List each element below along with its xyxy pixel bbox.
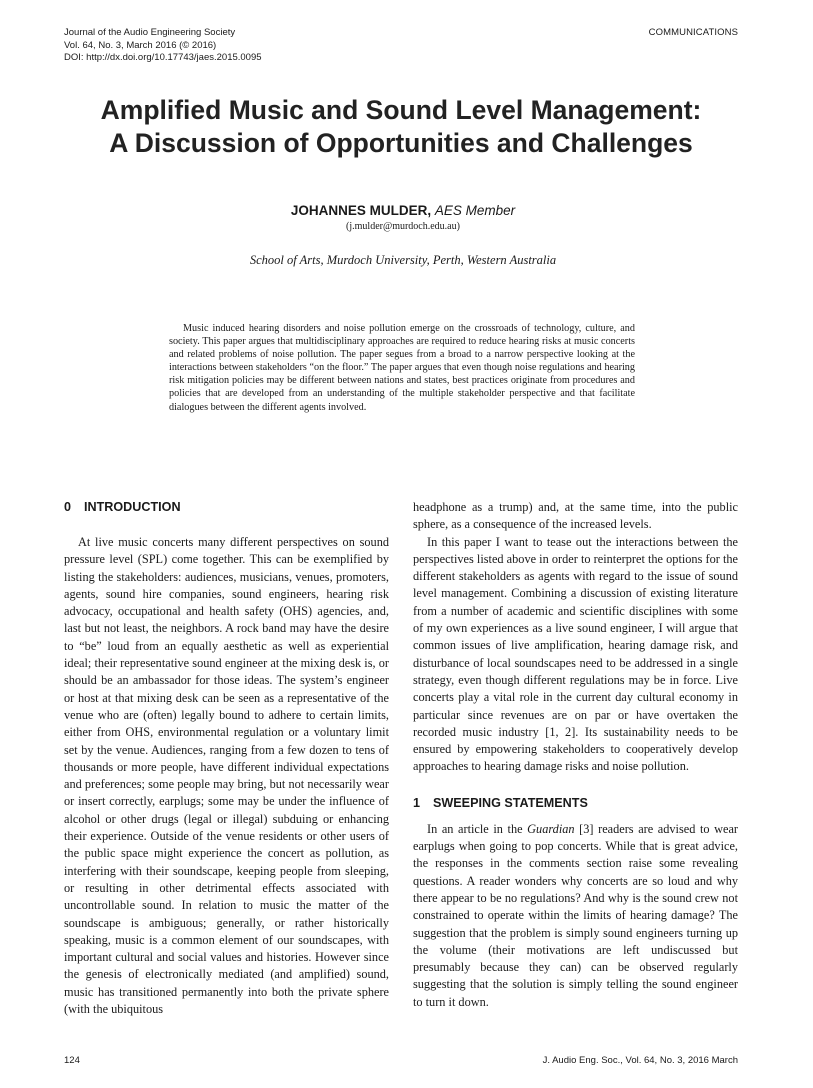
section-label: COMMUNICATIONS [648, 27, 738, 38]
abstract: Music induced hearing disorders and noise pollution emerge on the crossroads of technology, culture, and society. This paper argues that multidisciplinary approaches are required to reduce hearing risks at music concerts and related problems of noise pollution. The paper segues from a broad to a narrow perspective looking at the interactions between stakeholders “on the floor.” The paper argues that even though noise regulations and hearing risk mitigation policies may be different between nations and states, best practices originate from procedures and policies that are developed from an understanding of the multiple stakeholder perspective and that facilitate dialogues between the different agents involved. [169, 323, 635, 413]
page-number: 124 [64, 1055, 80, 1066]
right-column [413, 499, 738, 1011]
running-header [64, 27, 262, 65]
author-name: JOHANNES MULDER, [290, 203, 432, 218]
author-affiliation: School of Arts, Murdoch University, Perth, Western Australia [249, 253, 557, 267]
sweeping-paragraph-1 [413, 821, 738, 1011]
guardian-reference: Guardian [527, 821, 575, 836]
section-1-heading [413, 795, 738, 812]
journal-name: Journal of the Audio Engineering Society [64, 27, 236, 38]
intro-paragraph-1: At live music concerts many different perspectives on sound pressure level (SPL) come together. This can be exemplified by listing the stakeholders: audiences, musicians, venues, promoters, agents, sound hire companies, sound engineers, hearing risk advocacy, occupational and health safety (OHS) agencies, and, last but not least, the neighbors. A rock band may have the desire to “be” loud from an equally aesthetic as well as experiential ideal; their representative sound engineer at the mixing desk is, or should be an ambassador for those ideas. The system’s engineer or host at that mixing desk can be seen as a representative of the venue who are (often) legally bound to adhere to certain limits, either from OHS, environmental regulation or a voluntary limit set by the venue. Audiences, ranging from a few dozen to tens of thousands or more people, have different individual expectations and preferences; some people may bring, but not necessarily wear or insert correctly, earplugs; some may be under the influence of alcohol or other drugs (legal or illegal) subduing or enhancing their experience. Outside of the venue residents or other users of the public space might experience the concert as pollution, as interfering with their soundscape, keeping people from sleeping, or resulting in other detrimental effects associated with uncontrollable sound. In relation to music the matter of the soundscape is ambiguous; generally, or rather historically speaking, music is a common element of our soundscapes, with important cultural and social values and histories. However since the genesis of electronically mediated (and amplified) sound, music has transitioned permanently into both the private sphere (with the ubiquitous [64, 535, 389, 1017]
section-0-title: INTRODUCTION [84, 500, 181, 514]
section-0-heading [64, 499, 389, 516]
section-1-number: 1 [413, 795, 421, 810]
intro-paragraph-2: In this paper I want to tease out the interactions between the perspectives listed above in order to reinterpret the options for the different stakeholders as agents with regard to the issue of sound level management. Combining a discussion of existing literature from a number of academic and scientific disciplines with some of my own experiences as a live sound engineer, I will argue that common issues of live amplification, hearing damage risk, and disturbance of local soundscapes need to be addressed in a single strategy, even though different regulations may be in force. Live concerts play a vital role in the current day cultural economy in particular since revenues are on par or have overtaken the recorded music industry [1, 2]. Its sustainability needs to be ensured by empowering stakeholders to cooperatively develop approaches to hearing damage risks and noise pollution. [413, 534, 738, 774]
author-email[interactable]: (j.mulder@murdoch.edu.au) [346, 221, 460, 232]
section-0-number: 0 [64, 500, 72, 514]
doi-link[interactable]: DOI: http://dx.doi.org/10.17743/jaes.2015.0095 [64, 52, 262, 64]
author-line [0, 203, 806, 219]
title-line-1: Amplified Music and Sound Level Management: [100, 95, 702, 125]
paper-title [40, 94, 762, 160]
intro-paragraph-1-continued: headphone as a trump) and, at the same time, into the public sphere, as a consequence of the increased levels. [413, 500, 738, 532]
volume-info: Vol. 64, No. 3, March 2016 (© 2016) [64, 39, 217, 51]
title-line-2: A Discussion of Opportunities and Challenges [109, 128, 693, 158]
footer-citation: J. Audio Eng. Soc., Vol. 64, No. 3, 2016 March [542, 1055, 738, 1066]
left-column [64, 499, 389, 1018]
sweeping-text-rest: [3] readers are advised to wear earplugs when going to pop concerts. While that is great advice, the responses in the comments section raise some revealing questions. A reader wonders why concerts are so loud and why there appear to be no regulations? And why is the sound crew not constrained to operate within the limits of hearing damage? The suggestion that the problem is simply sound engineers turning up the volume (their motivations are left undiscussed but presumably because they can) can be observed regularly suggesting that the solution is simply telling the sound engineer to turn it down. [413, 821, 739, 1009]
sweeping-text-start: In an article in the [427, 821, 523, 836]
author-membership: AES Member [434, 203, 516, 218]
section-1-title: SWEEPING STATEMENTS [433, 795, 588, 810]
